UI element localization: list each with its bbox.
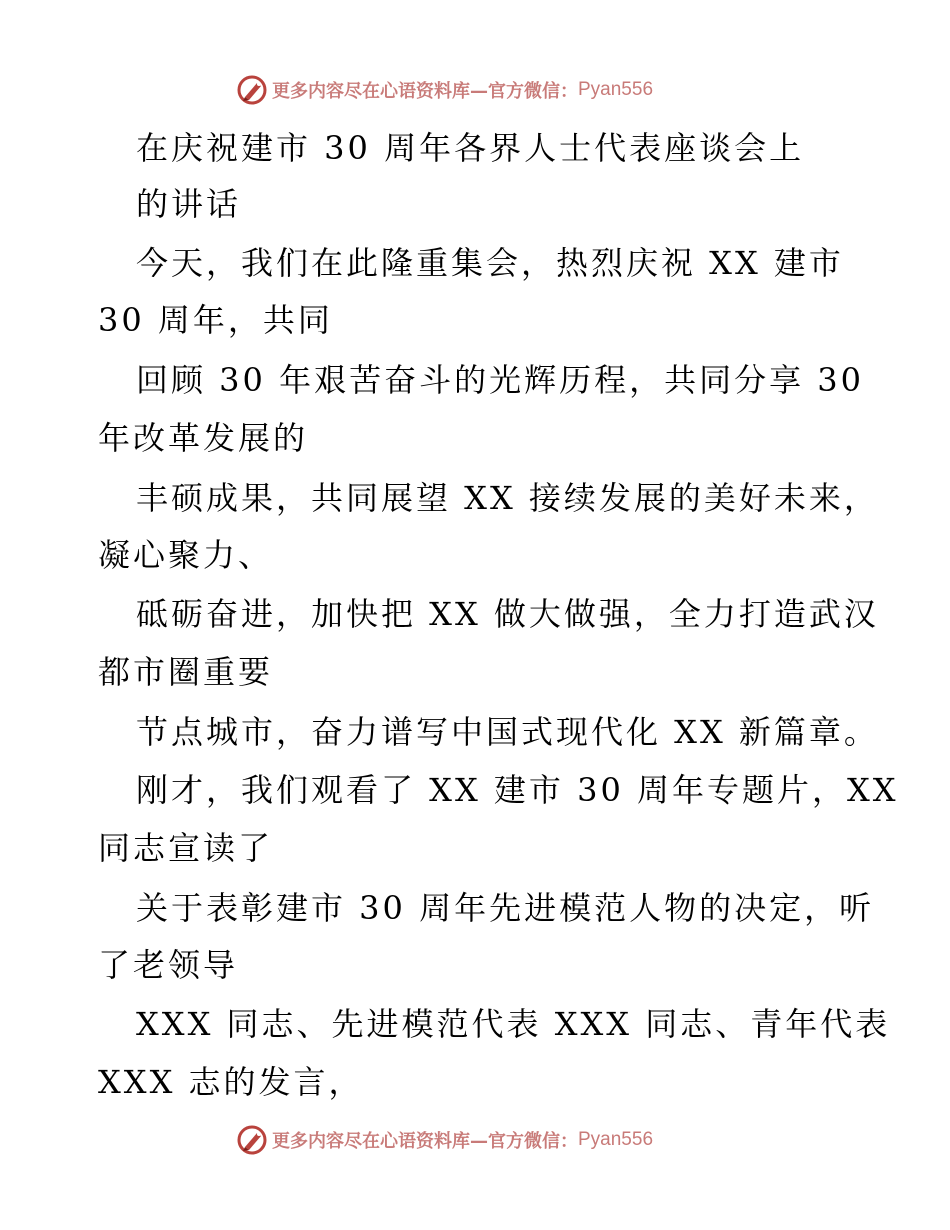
paragraph-line: 砥砺奋进，加快把 XX 做大做强，全力打造武汉 (136, 595, 879, 633)
title-line-1: 在庆祝建市 30 周年各界人士代表座谈会上 (136, 129, 805, 167)
banner-text: 更多内容尽在心语资料库—官方微信： (272, 1131, 578, 1152)
paragraph-line: 回顾 30 年艰苦奋斗的光辉历程，共同分享 30 (136, 361, 864, 399)
paragraph-line: 30 周年，共同 (98, 301, 333, 339)
paragraph-line: XXX 同志、先进模范代表 XXX 同志、青年代表 (136, 1005, 891, 1043)
pen-circle-logo-icon (236, 1124, 268, 1156)
paragraph-line: 刚才，我们观看了 XX 建市 30 周年专题片，XX (136, 771, 899, 809)
paragraph-line: 关于表彰建市 30 周年先进模范人物的决定，听 (136, 889, 875, 927)
paragraph-line: 凝心聚力、 (98, 536, 274, 574)
paragraph-line: 年改革发展的 (98, 419, 309, 457)
paragraph-line: 今天，我们在此隆重集会，热烈庆祝 XX 建市 (136, 244, 844, 282)
header-watermark-banner (236, 73, 653, 107)
title-line-2: 的讲话 (136, 185, 242, 223)
paragraph-line: 都市圈重要 (98, 653, 274, 691)
paragraph-line: 同志宣读了 (98, 829, 274, 867)
footer-watermark-banner (236, 1123, 653, 1157)
paragraph-line: 节点城市，奋力谱写中国式现代化 XX 新篇章。 (136, 713, 879, 751)
banner-text: 更多内容尽在心语资料库—官方微信： (272, 81, 578, 102)
paragraph-line: 了老领导 (98, 946, 239, 984)
paragraph-line: 丰硕成果，共同展望 XX 接续发展的美好未来， (136, 479, 879, 517)
banner-account: Pyan556 (578, 79, 654, 100)
paragraph-line: XXX 志的发言， (98, 1063, 364, 1101)
pen-circle-logo-icon (236, 74, 268, 106)
banner-account: Pyan556 (578, 1129, 654, 1150)
